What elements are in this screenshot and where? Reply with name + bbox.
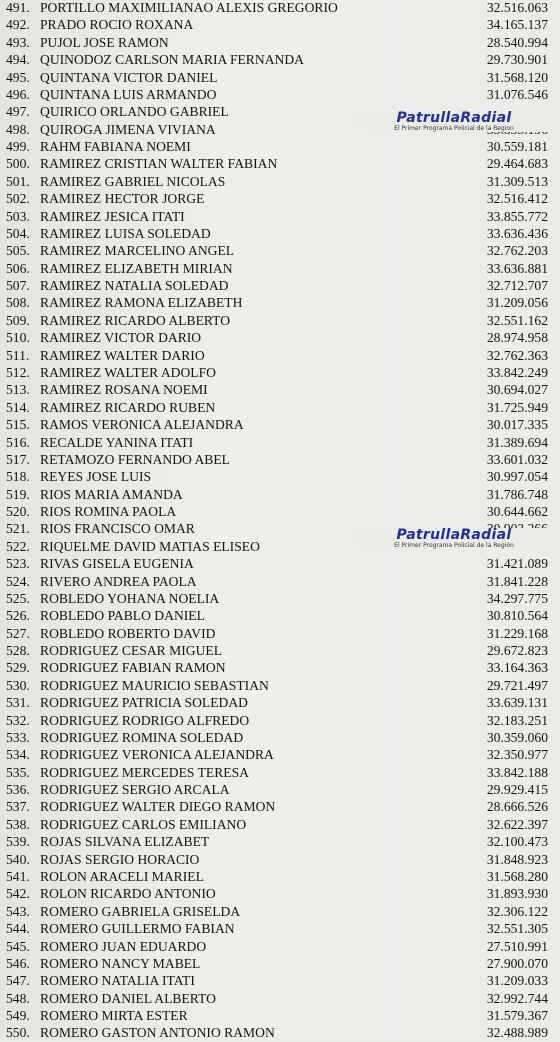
document-number: 30.359.060 [486, 729, 548, 745]
list-item [0, 225, 560, 242]
document-number: 29.672.823 [486, 643, 548, 659]
document-number: 31.309.513 [486, 173, 548, 189]
list-item [0, 347, 560, 364]
list-item [0, 712, 560, 729]
person-name: ROLON RICARDO ANTONIO [40, 886, 216, 902]
document-number: 29.730.901 [486, 52, 548, 68]
row-number: 527. [6, 625, 30, 641]
person-name: RIOS ROMINA PAOLA [40, 504, 177, 520]
person-name: RAMIREZ RAMONA ELIZABETH [40, 295, 243, 311]
document-number: 31.209.056 [486, 295, 548, 311]
watermark-subtitle: El Primer Programa Policial de la Region [394, 125, 514, 133]
row-number: 533. [6, 729, 30, 745]
row-number: 517. [6, 451, 30, 467]
document-number: 31.893.930 [486, 886, 548, 902]
row-number: 511. [6, 347, 30, 363]
person-name: RODRIGUEZ WALTER DIEGO RAMON [40, 799, 276, 815]
person-name: ROMERO NATALIA ITATI [40, 973, 195, 989]
document-number: 31.421.089 [486, 556, 548, 572]
document-number: 33.855.772 [486, 208, 548, 224]
list-item [0, 990, 560, 1007]
document-number: 31.076.546 [486, 86, 548, 102]
person-name: RAMIREZ NATALIA SOLEDAD [40, 278, 229, 294]
person-name: ROJAS SERGIO HORACIO [40, 851, 200, 867]
document-number: 30.017.335 [486, 417, 548, 433]
list-item [0, 659, 560, 676]
person-name: RODRIGUEZ MAURICIO SEBASTIAN [40, 677, 269, 693]
list-item [0, 34, 560, 51]
person-name: RODRIGUEZ CESAR MIGUEL [40, 643, 223, 659]
row-number: 526. [6, 608, 30, 624]
list-item [0, 868, 560, 885]
list-item [0, 364, 560, 381]
document-number: 34.165.137 [486, 17, 548, 33]
list-item [0, 69, 560, 86]
row-number: 544. [6, 921, 30, 937]
person-name: QUINTANA LUIS ARMANDO [40, 86, 217, 102]
row-number: 495. [6, 69, 30, 85]
row-number: 497. [6, 104, 30, 120]
list-item [0, 816, 560, 833]
row-number: 504. [6, 225, 30, 241]
list-item [0, 781, 560, 798]
list-item [0, 938, 560, 955]
document-number: 32.712.707 [486, 278, 548, 294]
document-number: 33.636.436 [486, 225, 548, 241]
row-number: 536. [6, 782, 30, 798]
person-name: RAMIREZ ELIZABETH MIRIAN [40, 260, 233, 276]
document-number: 32.622.397 [486, 816, 548, 832]
list-item [0, 486, 560, 503]
person-name: RAMIREZ JESICA ITATI [40, 208, 185, 224]
row-number: 521. [6, 521, 30, 537]
row-number: 532. [6, 712, 30, 728]
document-number: 28.540.994 [486, 34, 548, 50]
person-name: ROMERO DANIEL ALBERTO [40, 990, 216, 1006]
list-item [0, 885, 560, 902]
document-number: 28.666.526 [486, 799, 548, 815]
document-number: 29.929.415 [486, 782, 548, 798]
row-number: 500. [6, 156, 30, 172]
person-name: RODRIGUEZ PATRICIA SOLEDAD [40, 695, 248, 711]
document-number: 29.464.683 [486, 156, 548, 172]
row-number: 503. [6, 208, 30, 224]
list-item [0, 451, 560, 468]
list-item [0, 260, 560, 277]
list-item [0, 590, 560, 607]
row-number: 520. [6, 504, 30, 520]
row-number: 525. [6, 590, 30, 606]
document-number: 32.100.473 [486, 834, 548, 850]
person-name: RAMIREZ MARCELINO ANGEL [40, 243, 235, 259]
person-name: QUIRICO ORLANDO GABRIEL [40, 104, 229, 120]
row-number: 506. [6, 260, 30, 276]
person-name: RODRIGUEZ MERCEDES TERESA [40, 764, 249, 780]
list-item [0, 1007, 560, 1024]
person-name: RIOS FRANCISCO OMAR [40, 521, 195, 537]
row-number: 530. [6, 677, 30, 693]
person-name: RAMIREZ VICTOR DARIO [40, 330, 202, 346]
row-number: 501. [6, 173, 30, 189]
row-number: 492. [6, 17, 30, 33]
list-item [0, 642, 560, 659]
person-name: RAMIREZ CRISTIAN WALTER FABIAN [40, 156, 278, 172]
document-number: 31.786.748 [486, 486, 548, 502]
row-number: 522. [6, 538, 30, 554]
row-number: 491. [6, 0, 30, 15]
document-number: 30.559.181 [486, 139, 548, 155]
person-name: PORTILLO MAXIMILIANAO ALEXIS GREGORIO [40, 0, 338, 15]
row-number: 546. [6, 955, 30, 971]
list-item [0, 833, 560, 850]
row-number: 514. [6, 399, 30, 415]
list-item [0, 903, 560, 920]
document-number: 33.842.249 [486, 364, 548, 380]
person-name: RAMIREZ ROSANA NOEMI [40, 382, 208, 398]
person-name: RIVAS GISELA EUGENIA [40, 556, 194, 572]
list-item [0, 208, 560, 225]
watermark-title: PatrullaRadial [396, 527, 512, 544]
watermark-subtitle: El Primer Programa Policial de la Región [394, 542, 514, 550]
row-number: 524. [6, 573, 30, 589]
person-name: RETAMOZO FERNANDO ABEL [40, 451, 230, 467]
row-number: 508. [6, 295, 30, 311]
list-item [0, 677, 560, 694]
row-number: 494. [6, 52, 30, 68]
document-number: 30.694.027 [486, 382, 548, 398]
document-number: 31.389.694 [486, 434, 548, 450]
list-item [0, 329, 560, 346]
row-number: 534. [6, 747, 30, 763]
list-item [0, 607, 560, 624]
person-name: ROBLEDO ROBERTO DAVID [40, 625, 216, 641]
row-number: 543. [6, 903, 30, 919]
row-number: 509. [6, 312, 30, 328]
person-name: ROJAS SILVANA ELIZABET [40, 834, 210, 850]
list-item [0, 399, 560, 416]
row-number: 531. [6, 695, 30, 711]
document-number: 32.516.412 [486, 191, 548, 207]
person-name: RIQUELME DAVID MATIAS ELISEO [40, 538, 260, 554]
row-number: 523. [6, 556, 30, 572]
document-number: 32.516.063 [486, 0, 548, 15]
row-number: 512. [6, 364, 30, 380]
person-name: RAMOS VERONICA ALEJANDRA [40, 417, 244, 433]
watermark-logo [354, 111, 554, 132]
row-number: 537. [6, 799, 30, 815]
row-number: 545. [6, 938, 30, 954]
person-name: RODRIGUEZ FABIAN RAMON [40, 660, 226, 676]
person-name: RIOS MARIA AMANDA [40, 486, 183, 502]
person-name: RODRIGUEZ RODRIGO ALFREDO [40, 712, 250, 728]
row-number: 519. [6, 486, 30, 502]
list-item [0, 86, 560, 103]
person-name: RAMIREZ RICARDO ALBERTO [40, 312, 231, 328]
list-item [0, 173, 560, 190]
row-number: 547. [6, 973, 30, 989]
list-item [0, 277, 560, 294]
document-number: 32.551.162 [486, 312, 548, 328]
document-number: 31.848.923 [486, 851, 548, 867]
list-item [0, 0, 560, 16]
person-name: ROMERO JUAN EDUARDO [40, 938, 207, 954]
document-number: 33.636.881 [486, 260, 548, 276]
person-name: RODRIGUEZ SERGIO ARCALA [40, 782, 230, 798]
document-number: 30.644.662 [486, 504, 548, 520]
document-number: 33.842.188 [486, 764, 548, 780]
list-item [0, 155, 560, 172]
list-item [0, 242, 560, 259]
person-name: RODRIGUEZ ROMINA SOLEDAD [40, 729, 244, 745]
person-name: ROMERO NANCY MABEL [40, 955, 201, 971]
list-item [0, 1024, 560, 1041]
person-name: QUINTANA VICTOR DANIEL [40, 69, 218, 85]
list-item [0, 138, 560, 155]
list-item [0, 851, 560, 868]
list-item [0, 416, 560, 433]
row-number: 499. [6, 139, 30, 155]
list-item [0, 434, 560, 451]
person-name: PUJOL JOSE RAMON [40, 34, 169, 50]
watermark-title: PatrullaRadial [396, 110, 512, 127]
row-number: 540. [6, 851, 30, 867]
row-number: 502. [6, 191, 30, 207]
document-number: 31.579.367 [486, 1008, 548, 1024]
person-name: RAHM FABIANA NOEMI [40, 139, 191, 155]
list-item [0, 190, 560, 207]
document-number: 32.551.305 [486, 921, 548, 937]
document-number: 31.841.228 [486, 573, 548, 589]
document-number: 32.183.251 [486, 712, 548, 728]
document-number: 32.762.203 [486, 243, 548, 259]
document-number: 34.297.775 [486, 590, 548, 606]
row-number: 541. [6, 869, 30, 884]
row-number: 507. [6, 278, 30, 294]
person-name: QUIROGA JIMENA VIVIANA [40, 121, 216, 137]
row-number: 493. [6, 34, 30, 50]
row-number: 513. [6, 382, 30, 398]
document-number: 32.762.363 [486, 347, 548, 363]
list-item [0, 798, 560, 815]
list-item [0, 625, 560, 642]
person-name: RECALDE YANINA ITATI [40, 434, 194, 450]
list-item [0, 694, 560, 711]
person-name: ROMERO GASTON ANTONIO RAMON [40, 1025, 275, 1041]
list-item [0, 16, 560, 33]
document-number: 28.974.958 [486, 330, 548, 346]
list-item [0, 503, 560, 520]
row-number: 549. [6, 1008, 30, 1024]
document-number: 30.997.054 [486, 469, 548, 485]
person-name: RODRIGUEZ VERONICA ALEJANDRA [40, 747, 274, 763]
document-number: 29.721.497 [486, 677, 548, 693]
document-number: 33.601.032 [486, 451, 548, 467]
list-item [0, 729, 560, 746]
person-name: ROMERO MIRTA ESTER [40, 1008, 188, 1024]
list-item [0, 746, 560, 763]
person-name: RAMIREZ LUISA SOLEDAD [40, 225, 211, 241]
document-number: 32.350.977 [486, 747, 548, 763]
document-number: 31.568.280 [486, 869, 548, 884]
list-item [0, 555, 560, 572]
person-name: QUINODOZ CARLSON MARIA FERNANDA [40, 52, 304, 68]
list-item [0, 920, 560, 937]
list-item [0, 468, 560, 485]
row-number: 548. [6, 990, 30, 1006]
list-item [0, 312, 560, 329]
document-number: 32.488.989 [486, 1025, 548, 1041]
person-name: RODRIGUEZ CARLOS EMILIANO [40, 816, 247, 832]
person-name: ROBLEDO PABLO DANIEL [40, 608, 205, 624]
row-number: 498. [6, 121, 30, 137]
row-number: 516. [6, 434, 30, 450]
document-number: 31.568.120 [486, 69, 548, 85]
row-number: 529. [6, 660, 30, 676]
row-number: 538. [6, 816, 30, 832]
row-number: 510. [6, 330, 30, 346]
document-number: 31.229.168 [486, 625, 548, 641]
person-name: REYES JOSE LUIS [40, 469, 152, 485]
person-name: RAMIREZ WALTER ADOLFO [40, 364, 216, 380]
row-number: 518. [6, 469, 30, 485]
person-name: PRADO ROCIO ROXANA [40, 17, 194, 33]
person-name: RIVERO ANDREA PAOLA [40, 573, 197, 589]
person-name: RAMIREZ WALTER DARIO [40, 347, 205, 363]
person-name: ROBLEDO YOHANA NOELIA [40, 590, 220, 606]
row-number: 496. [6, 86, 30, 102]
row-number: 535. [6, 764, 30, 780]
list-item [0, 381, 560, 398]
person-name: ROMERO GABRIELA GRISELDA [40, 903, 241, 919]
list-item [0, 51, 560, 68]
list-item [0, 573, 560, 590]
document-number: 30.810.564 [486, 608, 548, 624]
watermark-logo [354, 528, 554, 549]
person-name: RAMIREZ GABRIEL NICOLAS [40, 173, 226, 189]
document-number: 27.510.991 [486, 938, 548, 954]
list-item [0, 764, 560, 781]
document-number: 32.306.122 [486, 903, 548, 919]
row-number: 539. [6, 834, 30, 850]
row-number: 515. [6, 417, 30, 433]
person-name: RAMIREZ HECTOR JORGE [40, 191, 205, 207]
document-number: 31.725.949 [486, 399, 548, 415]
list-item [0, 955, 560, 972]
document-number: 33.639.131 [486, 695, 548, 711]
row-number: 550. [6, 1025, 30, 1041]
person-name: ROMERO GUILLERMO FABIAN [40, 921, 235, 937]
list-item [0, 972, 560, 989]
document-number: 27.900.070 [486, 955, 548, 971]
person-name: RAMIREZ RICARDO RUBEN [40, 399, 216, 415]
document-number: 33.164.363 [486, 660, 548, 676]
document-number: 31.209.033 [486, 973, 548, 989]
list-item [0, 294, 560, 311]
row-number: 505. [6, 243, 30, 259]
document-number: 32.992.744 [486, 990, 548, 1006]
row-number: 542. [6, 886, 30, 902]
person-name: ROLON ARACELI MARIEL [40, 869, 204, 884]
row-number: 528. [6, 643, 30, 659]
